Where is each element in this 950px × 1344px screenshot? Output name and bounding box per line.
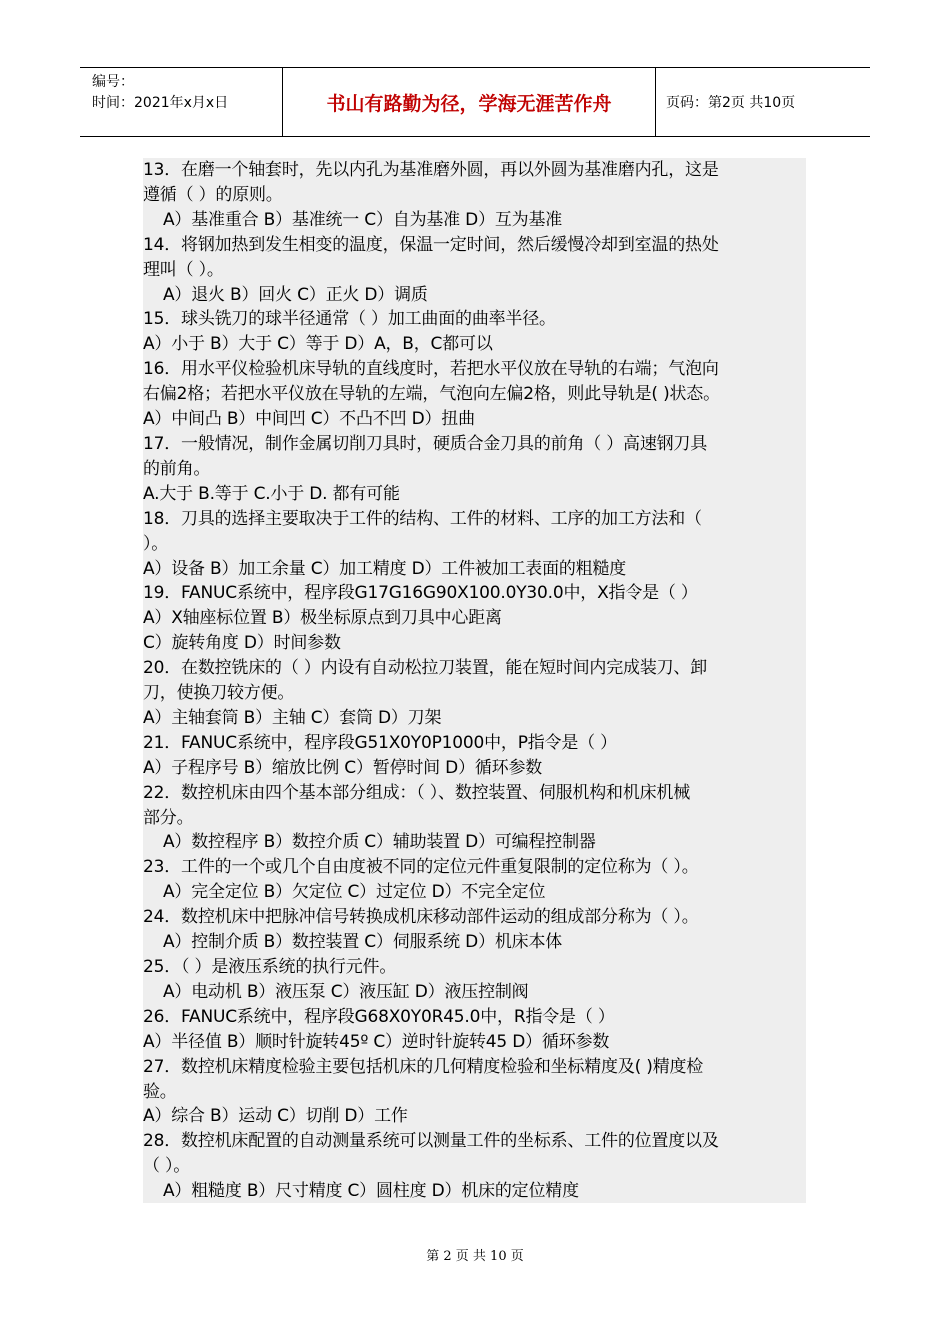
- text-line: A）电动机 B）液压泵 C）液压缸 D）液压控制阀: [163, 981, 529, 1002]
- text-line: 22．数控机床由四个基本部分组成：（ ）、数控装置、伺服机构和机床机械: [143, 782, 691, 803]
- text-line: 13．在磨一个轴套时，先以内孔为基准磨外圆，再以外圆为基准磨内孔，这是: [143, 160, 719, 180]
- text-line: 17．一般情况，制作金属切削刀具时，硬质合金刀具的前角（ ）高速钢刀具: [143, 433, 708, 454]
- doc-id-label: 编号：: [92, 74, 134, 90]
- header-motto: 书山有路勤为径，学海无涯苦作舟: [282, 68, 656, 136]
- text-line: A）子程序号 B）缩放比例 C）暂停时间 D）循环参数: [143, 757, 543, 778]
- text-line: 28．数控机床配置的自动测量系统可以测量工件的坐标系、工件的位置度以及: [143, 1131, 719, 1152]
- text-line: A）退火 B）回火 C）正火 D）调质: [163, 284, 428, 305]
- text-line: A）设备 B）加工余量 C）加工精度 D）工件被加工表面的粗糙度: [143, 558, 627, 579]
- header-meta: [80, 68, 282, 136]
- text-line: 的前角。: [143, 458, 211, 479]
- text-line: 26．FANUC系统中，程序段G68X0Y0R45.0中，R指令是（ ）: [143, 1006, 615, 1027]
- doc-time-label: 时间：2021年x月x日: [92, 95, 229, 111]
- text-line: 验。: [143, 1081, 177, 1102]
- text-line: 24．数控机床中把脉冲信号转换成机床移动部件运动的组成部分称为（ ）。: [143, 907, 699, 928]
- text-line: A）粗糙度 B）尺寸精度 C）圆柱度 D）机床的定位精度: [163, 1181, 579, 1202]
- text-line: 27．数控机床精度检验主要包括机床的几何精度检验和坐标精度及( )精度检: [143, 1056, 704, 1077]
- page-header: [80, 67, 870, 137]
- text-line: 15．球头铣刀的球半径通常（ ）加工曲面的曲率半径。: [143, 309, 556, 330]
- page-footer: 第 2 页 共 10 页: [426, 1249, 524, 1264]
- text-line: 23．工件的一个或几个自由度被不同的定位元件重复限制的定位称为（ ）。: [143, 857, 699, 878]
- text-line: 理叫（ ）。: [143, 259, 224, 280]
- text-line: A.大于 B.等于 C.小于 D. 都有可能: [143, 483, 400, 504]
- text-line: 19．FANUC系统中，程序段G17G16G90X100.0Y30.0中，X指令是（ ）: [143, 583, 698, 604]
- text-line: 14．将钢加热到发生相变的温度，保温一定时间，然后缓慢冷却到室温的热处: [143, 234, 719, 255]
- text-line: 刀，使换刀较方便。: [143, 683, 295, 704]
- text-line: A）主轴套筒 B）主轴 C）套筒 D）刀架: [143, 707, 442, 728]
- text-line: A）中间凸 B）中间凹 C）不凸不凹 D）扭曲: [143, 409, 475, 430]
- text-line: A）完全定位 B）欠定位 C）过定位 D）不完全定位: [163, 882, 546, 903]
- text-line: A）小于 B）大于 C）等于 D）A，B，C都可以: [143, 334, 493, 355]
- text-line: 遵循（ ）的原则。: [143, 184, 283, 205]
- question-body: [143, 158, 806, 1203]
- text-line: A）综合 B）运动 C）切削 D）工作: [143, 1106, 408, 1127]
- text-line: 16．用水平仪检验机床导轨的直线度时，若把水平仪放在导轨的右端；气泡向: [143, 359, 719, 380]
- text-line: A）半径值 B）顺时针旋转45º C）逆时针旋转45 D）循环参数: [143, 1031, 610, 1052]
- text-line: 20．在数控铣床的（ ）内设有自动松拉刀装置，能在短时间内完成装刀、卸: [143, 658, 708, 679]
- text-line: A）基准重合 B）基准统一 C）自为基准 D）互为基准: [163, 209, 563, 230]
- text-line: A）X轴座标位置 B）极坐标原点到刀具中心距离: [143, 608, 502, 629]
- text-line: 18．刀具的选择主要取决于工件的结构、工件的材料、工序的加工方法和（: [143, 508, 702, 529]
- text-line: A）控制介质 B）数控装置 C）伺服系统 D）机床本体: [163, 932, 563, 953]
- text-line: C）旋转角度 D）时间参数: [143, 633, 341, 654]
- text-line: 部分。: [143, 807, 194, 828]
- text-line: A）数控程序 B）数控介质 C）辅助装置 D）可编程控制器: [163, 832, 596, 853]
- text-line: 25．（ ）是液压系统的执行元件。: [143, 957, 397, 977]
- header-page-info: 页码：第2页 共10页: [666, 95, 796, 111]
- text-line: 右偏2格；若把水平仪放在导轨的左端，气泡向左偏2格，则此导轨是( )状态。: [143, 384, 720, 405]
- text-line: （ ）。: [143, 1156, 191, 1177]
- text-line: ）。: [143, 533, 169, 554]
- text-line: 21．FANUC系统中，程序段G51X0Y0P1000中，P指令是（ ）: [143, 732, 617, 753]
